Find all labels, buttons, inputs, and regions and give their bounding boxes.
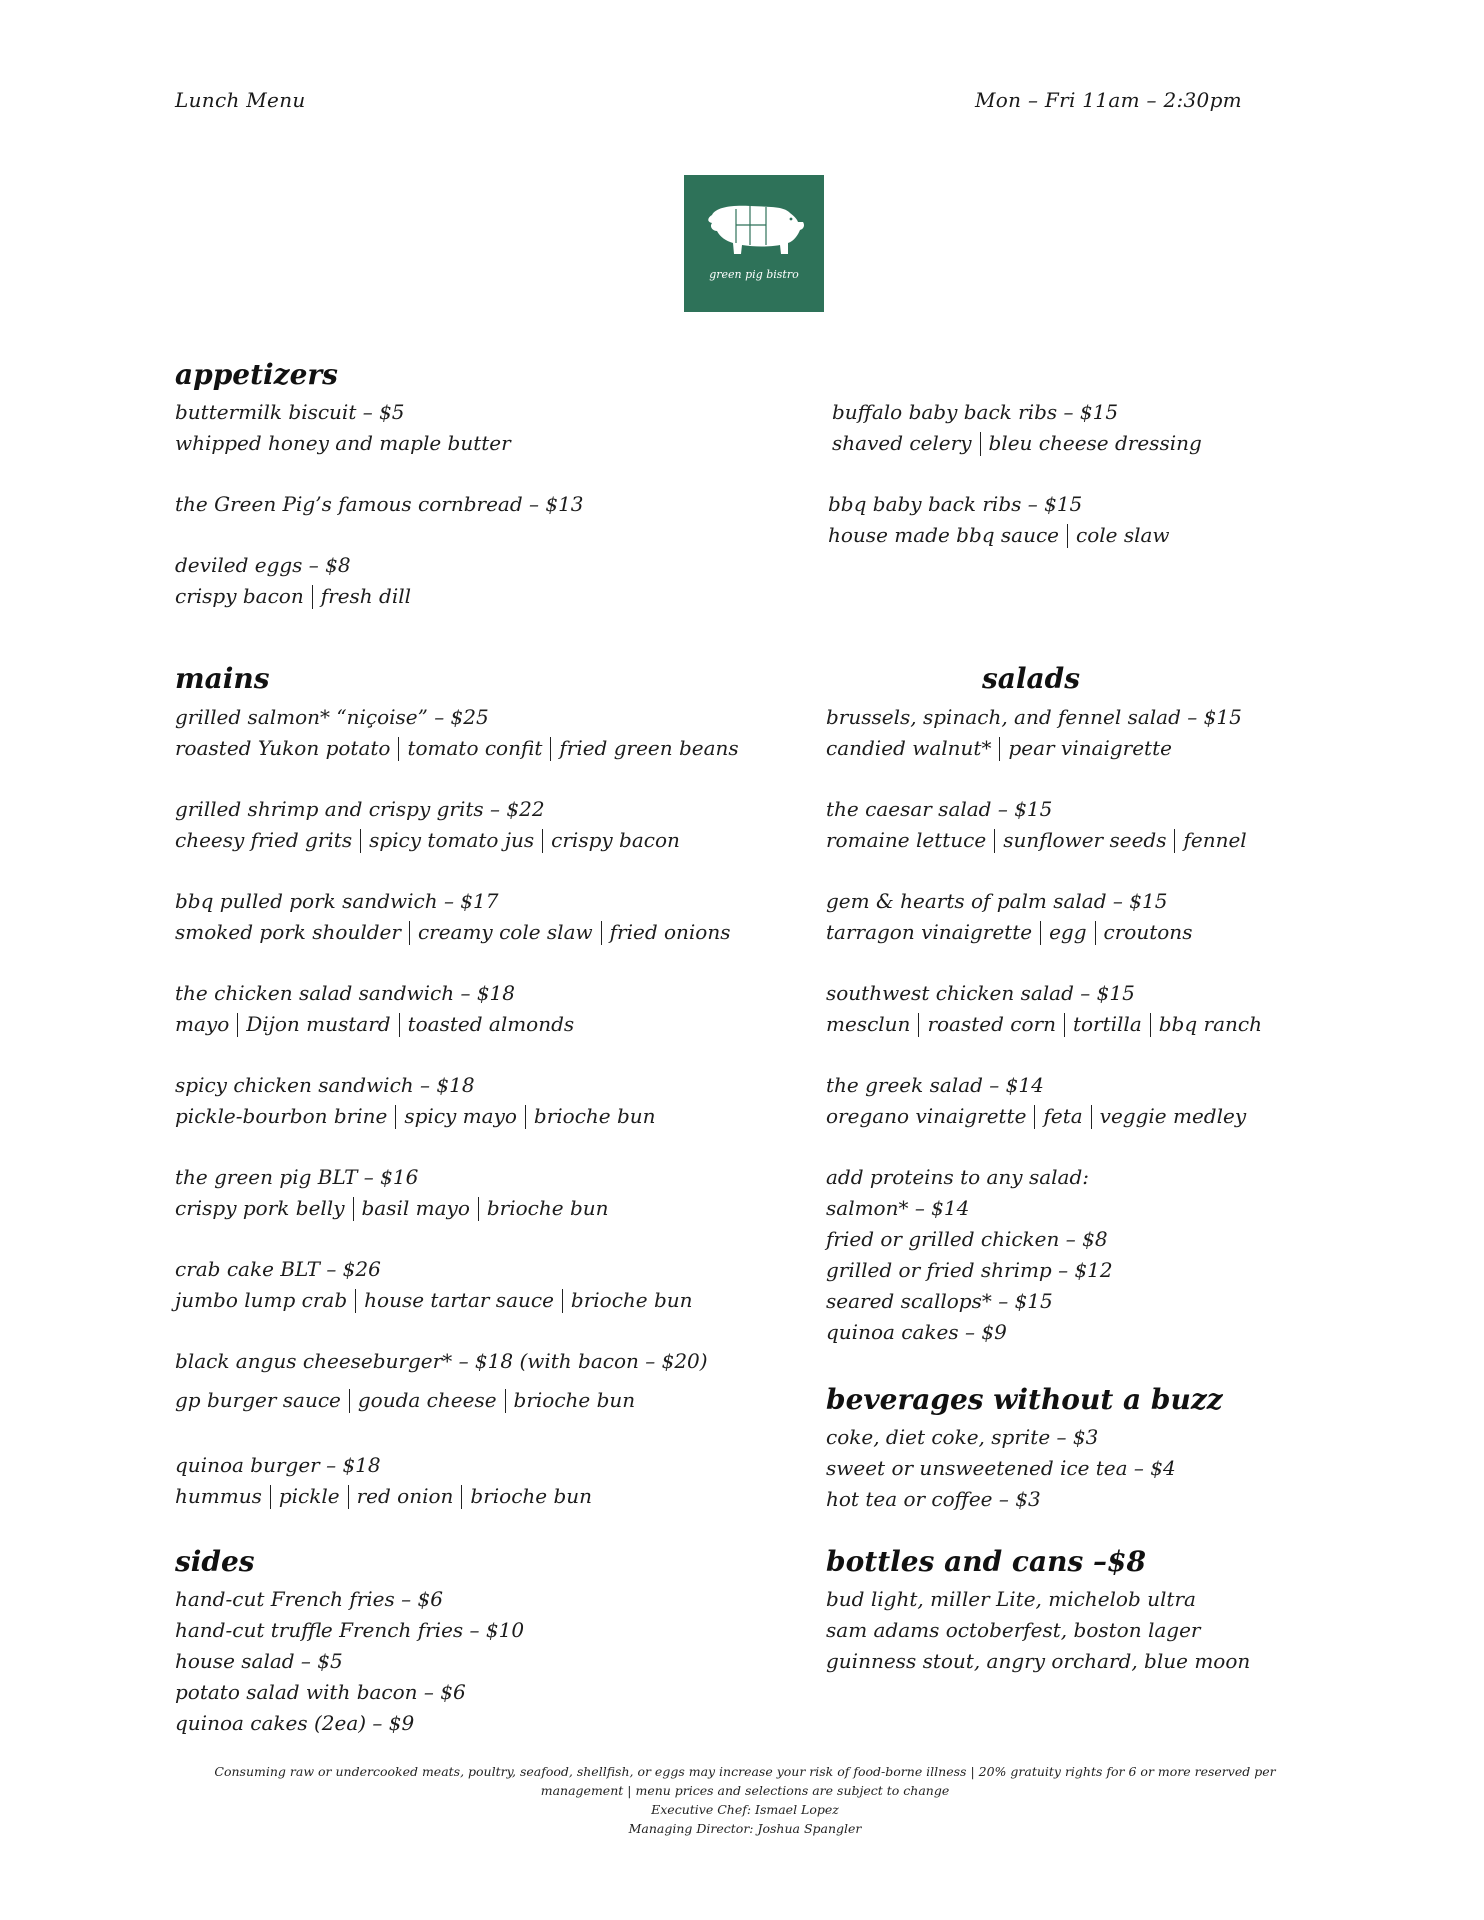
item-description: whipped honey and maple butter — [175, 431, 511, 455]
item-description: gp burger sauce gouda cheese brioche bun — [175, 1388, 636, 1412]
list-item: gem & hearts of palm salad – $15 — [826, 889, 1168, 913]
salads-title: salads — [982, 662, 1081, 695]
item-description: pickle-bourbon brine spicy mayo brioche bun — [175, 1104, 656, 1128]
pig-icon — [684, 175, 824, 312]
item-description: cheesy fried grits spicy tomato jus crispy bacon — [175, 828, 680, 852]
list-item: bbq pulled pork sandwich – $17 — [175, 889, 499, 913]
list-item: the Green Pig’s famous cornbread – $13 — [175, 492, 584, 516]
list-item: crab cake BLT – $26 — [175, 1257, 381, 1281]
list-item: fried or grilled chicken – $8 — [826, 1227, 1108, 1251]
item-description: candied walnut* pear vinaigrette — [826, 736, 1172, 760]
list-item: house salad – $5 — [175, 1649, 343, 1673]
list-item: quinoa cakes – $9 — [826, 1320, 1007, 1344]
list-item: the chicken salad sandwich – $18 — [175, 981, 516, 1005]
item-description: jumbo lump crab house tartar sauce brioche bun — [175, 1288, 693, 1312]
item-description: romaine lettuce sunflower seeds fennel — [826, 828, 1247, 852]
list-item: southwest chicken salad – $15 — [826, 981, 1135, 1005]
list-item: buttermilk biscuit – $5 — [175, 400, 405, 424]
bottles-title: bottles and cans –$8 — [826, 1545, 1146, 1578]
item-description: shaved celery bleu cheese dressing — [832, 431, 1202, 455]
list-item: spicy chicken sandwich – $18 — [175, 1073, 475, 1097]
managing-director: Managing Director: Joshua Spangler — [628, 1821, 862, 1836]
list-item: coke, diet coke, sprite – $3 — [826, 1425, 1099, 1449]
list-item: the caesar salad – $15 — [826, 797, 1053, 821]
list-item: quinoa burger – $18 — [175, 1453, 381, 1477]
list-item: buffalo baby back ribs – $15 — [832, 400, 1119, 424]
list-item: brussels, spinach, and fennel salad – $15 — [826, 705, 1242, 729]
appetizers-title: appetizers — [175, 358, 338, 391]
list-item: grilled salmon* “niçoise” – $25 — [175, 705, 489, 729]
list-item: deviled eggs – $8 — [175, 553, 351, 577]
proteins-heading: add proteins to any salad: — [826, 1165, 1090, 1189]
list-item: bud light, miller Lite, michelob ultra — [826, 1587, 1196, 1611]
item-description: crispy bacon fresh dill — [175, 584, 412, 608]
executive-chef: Executive Chef: Ismael Lopez — [651, 1802, 839, 1817]
list-item: bbq baby back ribs – $15 — [828, 492, 1083, 516]
list-item: salmon* – $14 — [826, 1196, 970, 1220]
item-description: roasted Yukon potato tomato confit fried green beans — [175, 736, 739, 760]
item-description: oregano vinaigrette feta veggie medley — [826, 1104, 1247, 1128]
list-item: guinness stout, angry orchard, blue moon — [826, 1649, 1251, 1673]
footer-disclaimer: Consuming raw or undercooked meats, poultry, seafood, shellfish, or eggs may increase your risk of food-borne illness | 20% gratuity rights for 6 or more reserved per management | menu prices and selections are subject to change — [214, 1764, 1276, 1798]
list-item: the greek salad – $14 — [826, 1073, 1044, 1097]
item-description: house made bbq sauce cole slaw — [828, 523, 1170, 547]
list-item: quinoa cakes (2ea) – $9 — [175, 1711, 415, 1735]
item-description: crispy pork belly basil mayo brioche bun — [175, 1196, 609, 1220]
menu-title: Lunch Menu — [175, 88, 306, 112]
logo-text: green pig bistro — [709, 268, 799, 281]
list-item: the green pig BLT – $16 — [175, 1165, 419, 1189]
item-description: hummus pickle red onion brioche bun — [175, 1484, 593, 1508]
item-description: mesclun roasted corn tortilla bbq ranch — [826, 1012, 1262, 1036]
list-item: grilled or fried shrimp – $12 — [826, 1258, 1113, 1282]
list-item: black angus cheeseburger* – $18 (with bacon – $20) — [175, 1349, 708, 1373]
item-description: smoked pork shoulder creamy cole slaw fried onions — [175, 920, 731, 944]
mains-title: mains — [175, 662, 270, 695]
list-item: hot tea or coffee – $3 — [826, 1487, 1041, 1511]
list-item: potato salad with bacon – $6 — [175, 1680, 466, 1704]
green-pig-logo — [684, 175, 824, 312]
list-item: seared scallops* – $15 — [826, 1289, 1053, 1313]
list-item: sam adams octoberfest, boston lager — [826, 1618, 1201, 1642]
list-item: hand-cut French fries – $6 — [175, 1587, 443, 1611]
list-item: hand-cut truffle French fries – $10 — [175, 1618, 525, 1642]
sides-title: sides — [175, 1545, 255, 1578]
item-description: mayo Dijon mustard toasted almonds — [175, 1012, 575, 1036]
beverages-title: beverages without a buzz — [826, 1383, 1223, 1416]
list-item: grilled shrimp and crispy grits – $22 — [175, 797, 545, 821]
list-item: sweet or unsweetened ice tea – $4 — [826, 1456, 1176, 1480]
menu-hours: Mon – Fri 11am – 2:30pm — [975, 88, 1242, 112]
item-description: tarragon vinaigrette egg croutons — [826, 920, 1193, 944]
